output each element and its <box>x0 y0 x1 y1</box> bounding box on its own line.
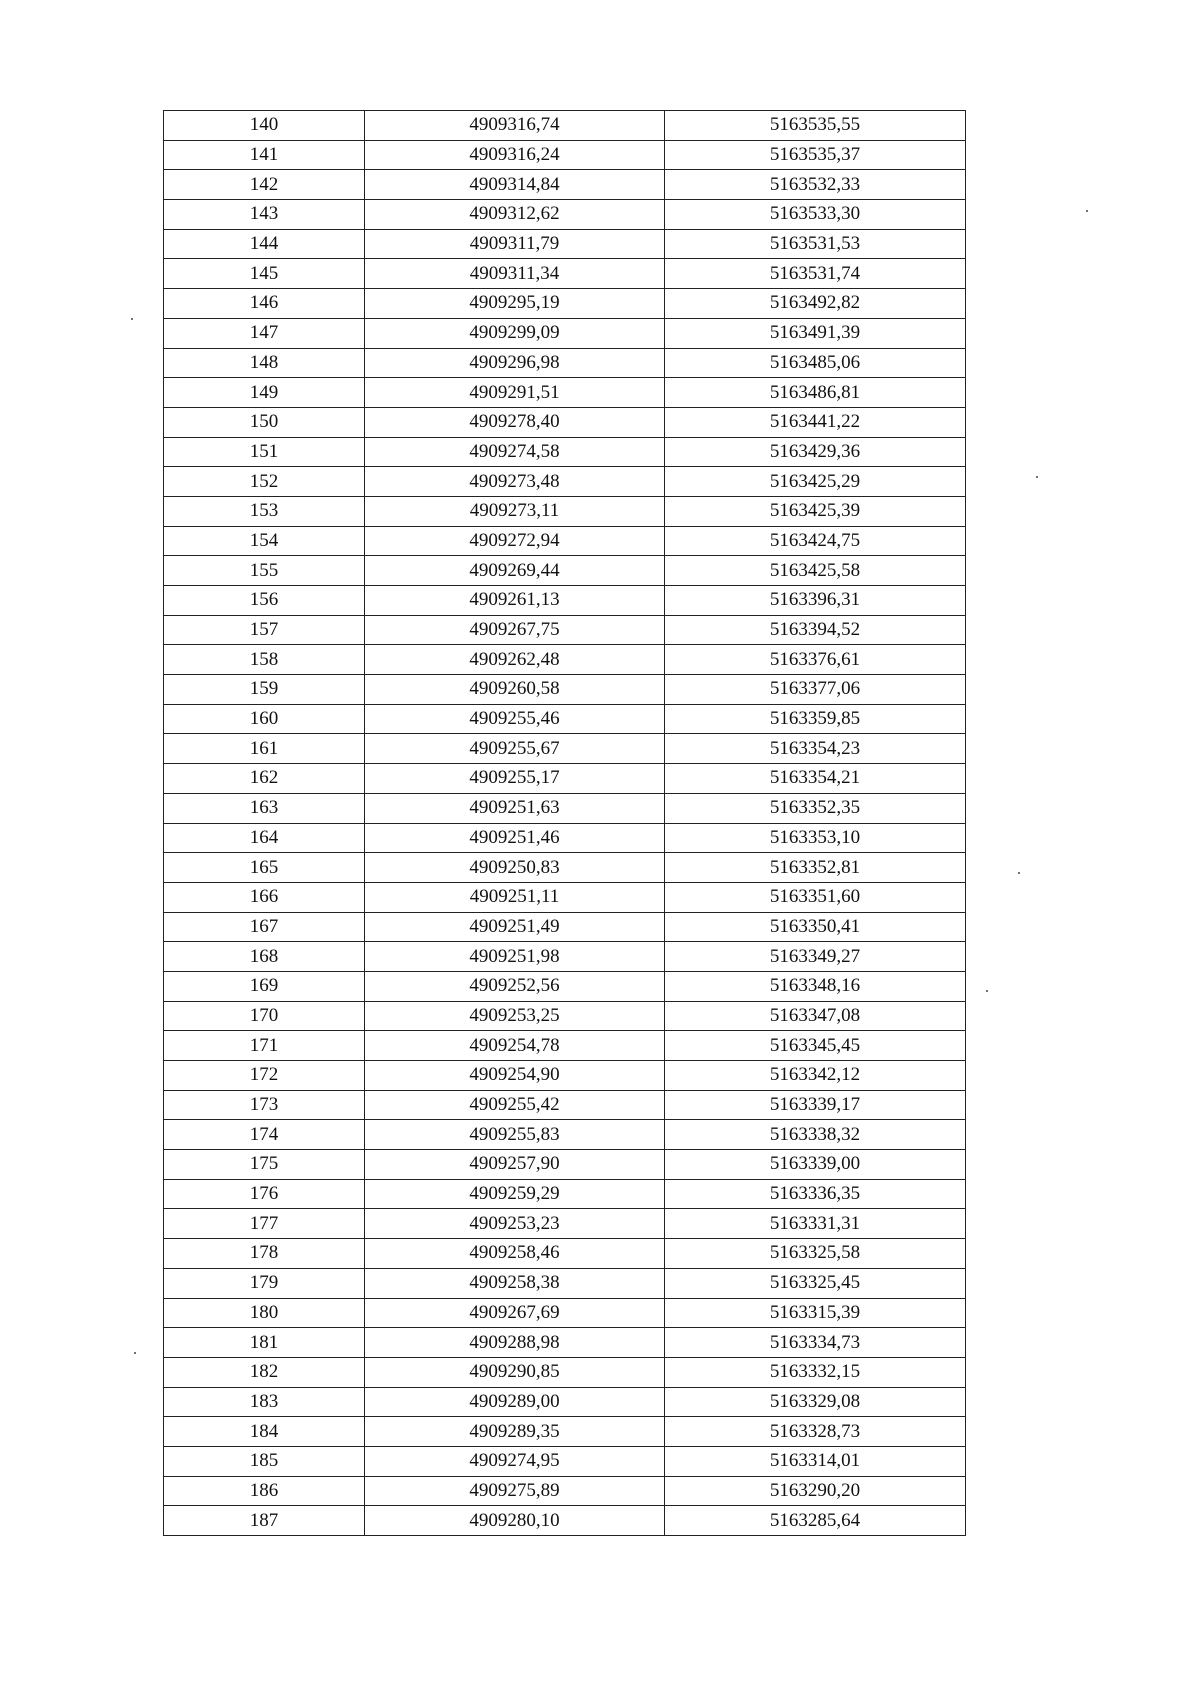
table-row <box>164 882 966 912</box>
x-coordinate-cell: 4909289,35 <box>365 1417 665 1447</box>
scan-speck <box>1086 210 1088 212</box>
table-row <box>164 586 966 616</box>
point-number-cell: 147 <box>164 318 365 348</box>
point-number-cell: 169 <box>164 971 365 1001</box>
y-coordinate-cell: 5163394,52 <box>665 615 966 645</box>
x-coordinate-cell: 4909255,42 <box>365 1090 665 1120</box>
point-number-cell: 183 <box>164 1387 365 1417</box>
point-number-cell: 160 <box>164 704 365 734</box>
x-coordinate-cell: 4909290,85 <box>365 1357 665 1387</box>
table-row <box>164 467 966 497</box>
x-coordinate-cell: 4909278,40 <box>365 407 665 437</box>
table-row <box>164 229 966 259</box>
point-number-cell: 163 <box>164 793 365 823</box>
y-coordinate-cell: 5163314,01 <box>665 1446 966 1476</box>
table-row <box>164 1328 966 1358</box>
point-number-cell: 170 <box>164 1001 365 1031</box>
point-number-cell: 171 <box>164 1031 365 1061</box>
y-coordinate-cell: 5163339,17 <box>665 1090 966 1120</box>
point-number-cell: 187 <box>164 1506 365 1536</box>
x-coordinate-cell: 4909257,90 <box>365 1150 665 1180</box>
scan-speck <box>134 1352 136 1354</box>
point-number-cell: 179 <box>164 1268 365 1298</box>
y-coordinate-cell: 5163535,55 <box>665 111 966 141</box>
point-number-cell: 166 <box>164 882 365 912</box>
point-number-cell: 175 <box>164 1150 365 1180</box>
point-number-cell: 148 <box>164 348 365 378</box>
point-number-cell: 168 <box>164 942 365 972</box>
table-row <box>164 259 966 289</box>
y-coordinate-cell: 5163352,35 <box>665 793 966 823</box>
x-coordinate-cell: 4909267,69 <box>365 1298 665 1328</box>
y-coordinate-cell: 5163396,31 <box>665 586 966 616</box>
table-row <box>164 407 966 437</box>
point-number-cell: 165 <box>164 853 365 883</box>
table-row <box>164 1268 966 1298</box>
scan-speck <box>1036 476 1038 478</box>
x-coordinate-cell: 4909295,19 <box>365 289 665 319</box>
y-coordinate-cell: 5163348,16 <box>665 971 966 1001</box>
y-coordinate-cell: 5163345,45 <box>665 1031 966 1061</box>
x-coordinate-cell: 4909311,79 <box>365 229 665 259</box>
x-coordinate-cell: 4909273,11 <box>365 496 665 526</box>
table-row <box>164 764 966 794</box>
x-coordinate-cell: 4909262,48 <box>365 645 665 675</box>
table-row <box>164 1239 966 1269</box>
point-number-cell: 185 <box>164 1446 365 1476</box>
point-number-cell: 142 <box>164 170 365 200</box>
y-coordinate-cell: 5163331,31 <box>665 1209 966 1239</box>
y-coordinate-cell: 5163338,32 <box>665 1120 966 1150</box>
point-number-cell: 186 <box>164 1476 365 1506</box>
y-coordinate-cell: 5163535,37 <box>665 140 966 170</box>
y-coordinate-cell: 5163329,08 <box>665 1387 966 1417</box>
x-coordinate-cell: 4909254,90 <box>365 1061 665 1091</box>
y-coordinate-cell: 5163485,06 <box>665 348 966 378</box>
table-row <box>164 675 966 705</box>
y-coordinate-cell: 5163354,21 <box>665 764 966 794</box>
table-row <box>164 1031 966 1061</box>
point-number-cell: 150 <box>164 407 365 437</box>
x-coordinate-cell: 4909261,13 <box>365 586 665 616</box>
x-coordinate-cell: 4909296,98 <box>365 348 665 378</box>
y-coordinate-cell: 5163424,75 <box>665 526 966 556</box>
y-coordinate-cell: 5163325,45 <box>665 1268 966 1298</box>
table-row <box>164 556 966 586</box>
x-coordinate-cell: 4909280,10 <box>365 1506 665 1536</box>
table-row <box>164 1061 966 1091</box>
point-number-cell: 154 <box>164 526 365 556</box>
point-number-cell: 146 <box>164 289 365 319</box>
x-coordinate-cell: 4909299,09 <box>365 318 665 348</box>
table-row <box>164 140 966 170</box>
table-row <box>164 1446 966 1476</box>
x-coordinate-cell: 4909255,83 <box>365 1120 665 1150</box>
x-coordinate-cell: 4909272,94 <box>365 526 665 556</box>
x-coordinate-cell: 4909255,67 <box>365 734 665 764</box>
table-row <box>164 378 966 408</box>
table-row <box>164 1506 966 1536</box>
y-coordinate-cell: 5163349,27 <box>665 942 966 972</box>
y-coordinate-cell: 5163332,15 <box>665 1357 966 1387</box>
x-coordinate-cell: 4909259,29 <box>365 1179 665 1209</box>
table-row <box>164 526 966 556</box>
table-row <box>164 615 966 645</box>
x-coordinate-cell: 4909267,75 <box>365 615 665 645</box>
y-coordinate-cell: 5163353,10 <box>665 823 966 853</box>
point-number-cell: 153 <box>164 496 365 526</box>
x-coordinate-cell: 4909253,23 <box>365 1209 665 1239</box>
table-row <box>164 1120 966 1150</box>
point-number-cell: 157 <box>164 615 365 645</box>
x-coordinate-cell: 4909314,84 <box>365 170 665 200</box>
table-row <box>164 1090 966 1120</box>
point-number-cell: 180 <box>164 1298 365 1328</box>
point-number-cell: 182 <box>164 1357 365 1387</box>
x-coordinate-cell: 4909291,51 <box>365 378 665 408</box>
table-row <box>164 704 966 734</box>
table-row <box>164 1001 966 1031</box>
y-coordinate-cell: 5163533,30 <box>665 200 966 230</box>
x-coordinate-cell: 4909253,25 <box>365 1001 665 1031</box>
table-row <box>164 1150 966 1180</box>
y-coordinate-cell: 5163441,22 <box>665 407 966 437</box>
table-row <box>164 823 966 853</box>
point-number-cell: 155 <box>164 556 365 586</box>
point-number-cell: 172 <box>164 1061 365 1091</box>
table-row <box>164 1476 966 1506</box>
y-coordinate-cell: 5163359,85 <box>665 704 966 734</box>
x-coordinate-cell: 4909275,89 <box>365 1476 665 1506</box>
point-number-cell: 149 <box>164 378 365 408</box>
y-coordinate-cell: 5163285,64 <box>665 1506 966 1536</box>
y-coordinate-cell: 5163354,23 <box>665 734 966 764</box>
y-coordinate-cell: 5163347,08 <box>665 1001 966 1031</box>
table-row <box>164 1357 966 1387</box>
table-row <box>164 734 966 764</box>
x-coordinate-cell: 4909251,11 <box>365 882 665 912</box>
point-number-cell: 144 <box>164 229 365 259</box>
point-number-cell: 177 <box>164 1209 365 1239</box>
table-row <box>164 1298 966 1328</box>
x-coordinate-cell: 4909269,44 <box>365 556 665 586</box>
table-row <box>164 1209 966 1239</box>
y-coordinate-cell: 5163290,20 <box>665 1476 966 1506</box>
y-coordinate-cell: 5163531,74 <box>665 259 966 289</box>
y-coordinate-cell: 5163532,33 <box>665 170 966 200</box>
y-coordinate-cell: 5163336,35 <box>665 1179 966 1209</box>
table-row <box>164 793 966 823</box>
point-number-cell: 181 <box>164 1328 365 1358</box>
x-coordinate-cell: 4909255,17 <box>365 764 665 794</box>
y-coordinate-cell: 5163342,12 <box>665 1061 966 1091</box>
table-row <box>164 170 966 200</box>
x-coordinate-cell: 4909316,24 <box>365 140 665 170</box>
x-coordinate-cell: 4909316,74 <box>365 111 665 141</box>
y-coordinate-cell: 5163531,53 <box>665 229 966 259</box>
y-coordinate-cell: 5163325,58 <box>665 1239 966 1269</box>
point-number-cell: 184 <box>164 1417 365 1447</box>
point-number-cell: 152 <box>164 467 365 497</box>
point-number-cell: 178 <box>164 1239 365 1269</box>
table-row <box>164 942 966 972</box>
x-coordinate-cell: 4909251,63 <box>365 793 665 823</box>
x-coordinate-cell: 4909251,46 <box>365 823 665 853</box>
y-coordinate-cell: 5163377,06 <box>665 675 966 705</box>
x-coordinate-cell: 4909289,00 <box>365 1387 665 1417</box>
table-row <box>164 1417 966 1447</box>
table-row <box>164 971 966 1001</box>
table-row <box>164 853 966 883</box>
x-coordinate-cell: 4909274,58 <box>365 437 665 467</box>
point-number-cell: 162 <box>164 764 365 794</box>
y-coordinate-cell: 5163425,58 <box>665 556 966 586</box>
table-row <box>164 348 966 378</box>
x-coordinate-cell: 4909255,46 <box>365 704 665 734</box>
point-number-cell: 159 <box>164 675 365 705</box>
x-coordinate-cell: 4909252,56 <box>365 971 665 1001</box>
table-row <box>164 437 966 467</box>
y-coordinate-cell: 5163425,39 <box>665 496 966 526</box>
y-coordinate-cell: 5163334,73 <box>665 1328 966 1358</box>
point-number-cell: 140 <box>164 111 365 141</box>
point-number-cell: 143 <box>164 200 365 230</box>
y-coordinate-cell: 5163352,81 <box>665 853 966 883</box>
point-number-cell: 164 <box>164 823 365 853</box>
x-coordinate-cell: 4909258,46 <box>365 1239 665 1269</box>
y-coordinate-cell: 5163492,82 <box>665 289 966 319</box>
point-number-cell: 173 <box>164 1090 365 1120</box>
x-coordinate-cell: 4909311,34 <box>365 259 665 289</box>
x-coordinate-cell: 4909260,58 <box>365 675 665 705</box>
table-row <box>164 111 966 141</box>
table-row <box>164 912 966 942</box>
table-row <box>164 318 966 348</box>
point-number-cell: 176 <box>164 1179 365 1209</box>
coordinates-table <box>163 110 966 1536</box>
x-coordinate-cell: 4909274,95 <box>365 1446 665 1476</box>
y-coordinate-cell: 5163376,61 <box>665 645 966 675</box>
y-coordinate-cell: 5163328,73 <box>665 1417 966 1447</box>
y-coordinate-cell: 5163350,41 <box>665 912 966 942</box>
table-row <box>164 496 966 526</box>
x-coordinate-cell: 4909250,83 <box>365 853 665 883</box>
table-row <box>164 645 966 675</box>
x-coordinate-cell: 4909273,48 <box>365 467 665 497</box>
table-row <box>164 200 966 230</box>
point-number-cell: 145 <box>164 259 365 289</box>
y-coordinate-cell: 5163425,29 <box>665 467 966 497</box>
x-coordinate-cell: 4909251,49 <box>365 912 665 942</box>
table-row <box>164 1179 966 1209</box>
point-number-cell: 161 <box>164 734 365 764</box>
scan-speck <box>131 318 133 320</box>
table-row <box>164 1387 966 1417</box>
y-coordinate-cell: 5163491,39 <box>665 318 966 348</box>
y-coordinate-cell: 5163315,39 <box>665 1298 966 1328</box>
y-coordinate-cell: 5163486,81 <box>665 378 966 408</box>
y-coordinate-cell: 5163339,00 <box>665 1150 966 1180</box>
y-coordinate-cell: 5163351,60 <box>665 882 966 912</box>
point-number-cell: 174 <box>164 1120 365 1150</box>
point-number-cell: 151 <box>164 437 365 467</box>
x-coordinate-cell: 4909258,38 <box>365 1268 665 1298</box>
y-coordinate-cell: 5163429,36 <box>665 437 966 467</box>
point-number-cell: 156 <box>164 586 365 616</box>
x-coordinate-cell: 4909312,62 <box>365 200 665 230</box>
scan-speck <box>986 990 988 992</box>
table-row <box>164 289 966 319</box>
point-number-cell: 158 <box>164 645 365 675</box>
point-number-cell: 141 <box>164 140 365 170</box>
x-coordinate-cell: 4909254,78 <box>365 1031 665 1061</box>
x-coordinate-cell: 4909288,98 <box>365 1328 665 1358</box>
point-number-cell: 167 <box>164 912 365 942</box>
coordinates-table-body <box>164 111 966 1536</box>
scan-speck <box>1018 872 1020 874</box>
x-coordinate-cell: 4909251,98 <box>365 942 665 972</box>
